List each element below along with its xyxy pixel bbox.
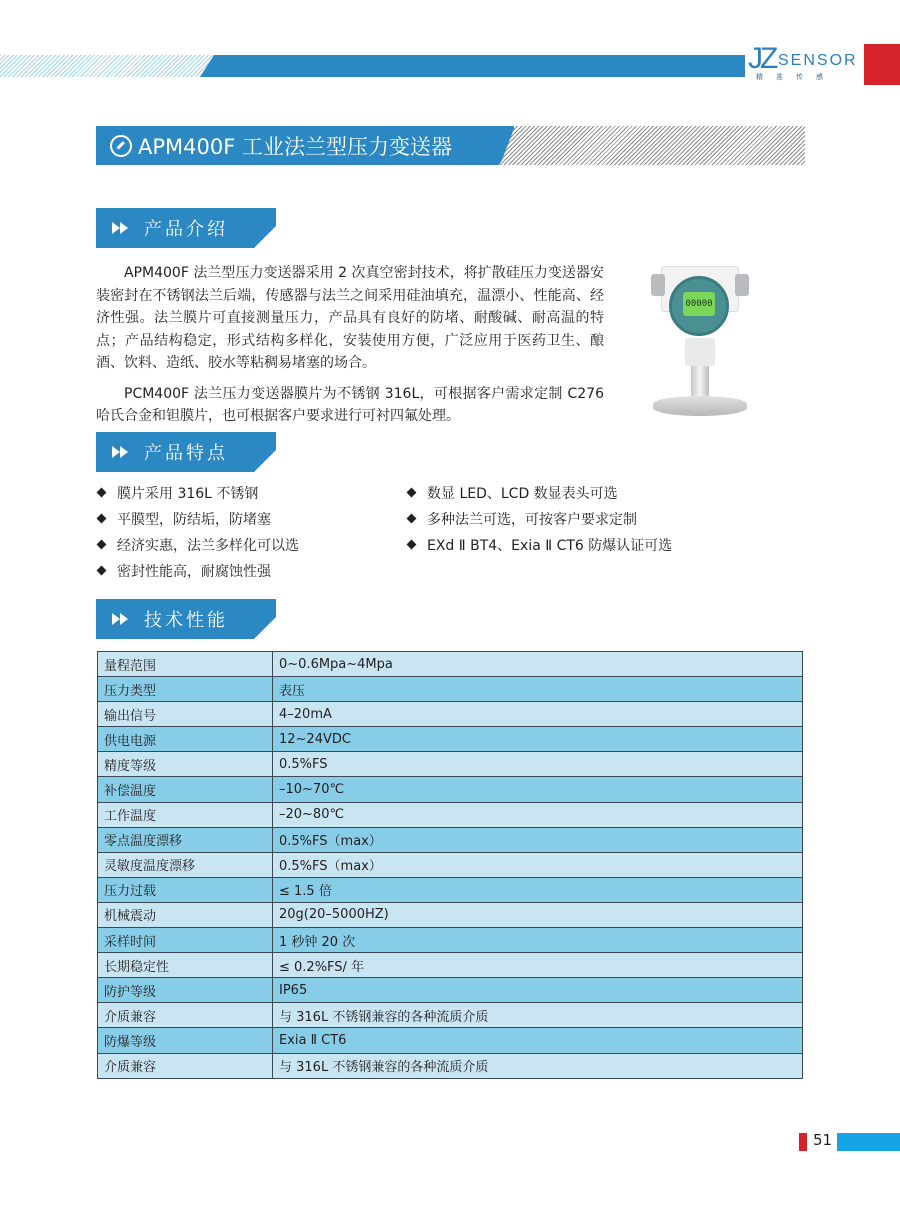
header-blue-bar — [200, 55, 745, 77]
table-row — [98, 827, 803, 852]
table-row — [98, 777, 803, 802]
page-number: 51 — [813, 1131, 833, 1149]
feature-item — [96, 559, 299, 585]
header-red-block — [864, 44, 900, 85]
feature-text: EXd Ⅱ BT4、Exia Ⅱ CT6 防爆认证可选 — [427, 538, 673, 554]
page-title — [110, 126, 452, 165]
spec-label: 介质兼容 — [98, 1003, 273, 1028]
feature-text: 平膜型，防结垢，防堵塞 — [117, 512, 271, 528]
table-row — [98, 652, 803, 677]
table-row — [98, 852, 803, 877]
title-hatch-decoration — [500, 126, 805, 165]
feature-text: 密封性能高，耐腐蚀性强 — [117, 564, 271, 580]
spec-value: IP65 — [273, 978, 803, 1003]
diamond-bullet-icon — [97, 488, 107, 498]
spec-value: 表压 — [273, 677, 803, 702]
spec-value: 与 316L 不锈钢兼容的各种流质介质 — [273, 1053, 803, 1078]
spec-value: 0~0.6Mpa~4Mpa — [273, 652, 803, 677]
section-header-specs — [112, 599, 228, 639]
lcd-display: 00000 — [683, 292, 715, 316]
flange — [653, 396, 747, 416]
feature-item — [406, 507, 672, 533]
product-image — [645, 262, 755, 422]
section-title: 产品介绍 — [144, 219, 228, 240]
logo-subtext: 精准传感 — [756, 73, 836, 81]
spec-label: 介质兼容 — [98, 1053, 273, 1078]
logo-mark: JZ — [748, 42, 776, 75]
table-row — [98, 928, 803, 953]
section-header-features — [112, 432, 228, 472]
spec-label: 补偿温度 — [98, 777, 273, 802]
diamond-bullet-icon — [407, 514, 417, 524]
spec-label: 灵敏度温度漂移 — [98, 852, 273, 877]
table-row — [98, 953, 803, 978]
logo-text: SENSOR — [778, 52, 858, 69]
table-row — [98, 978, 803, 1003]
features-right-list — [406, 481, 672, 559]
spec-label: 零点温度漂移 — [98, 827, 273, 852]
feature-text: 膜片采用 316L 不锈钢 — [117, 486, 259, 502]
spec-value: ≤ 1.5 倍 — [273, 877, 803, 902]
spec-label: 采样时间 — [98, 928, 273, 953]
spec-value: 1 秒钟 20 次 — [273, 928, 803, 953]
jz-sensor-logo — [748, 44, 858, 84]
double-chevron-icon — [112, 220, 132, 236]
table-row — [98, 727, 803, 752]
spec-label: 精度等级 — [98, 752, 273, 777]
spec-label: 压力类型 — [98, 677, 273, 702]
spec-value: 20g(20–5000HZ) — [273, 902, 803, 927]
spec-label: 防护等级 — [98, 978, 273, 1003]
table-row — [98, 752, 803, 777]
cable-gland-right — [735, 274, 749, 296]
spec-table — [97, 651, 803, 1079]
table-row — [98, 702, 803, 727]
spec-value: 0.5%FS（max） — [273, 852, 803, 877]
feature-item — [96, 507, 299, 533]
table-row — [98, 902, 803, 927]
spec-label: 工作温度 — [98, 802, 273, 827]
diamond-bullet-icon — [97, 514, 107, 524]
table-row — [98, 877, 803, 902]
spec-value: 4–20mA — [273, 702, 803, 727]
diamond-bullet-icon — [97, 540, 107, 550]
page-number-blue-bar — [837, 1133, 900, 1151]
table-row — [98, 802, 803, 827]
section-title: 产品特点 — [144, 443, 228, 464]
spec-value: 12~24VDC — [273, 727, 803, 752]
feature-item — [406, 481, 672, 507]
spec-value: Exia Ⅱ CT6 — [273, 1028, 803, 1053]
page-number-red-marker — [799, 1133, 807, 1151]
feature-item — [96, 533, 299, 559]
intro-paragraph-1: APM400F 法兰型压力变送器采用 2 次真空密封技术，将扩散硅压力变送器安装密封在不锈钢法兰后端，传感器与法兰之间采用硅油填充，温漂小、性能高、经济性强。法兰膜片可直接测量压力，产品具有良好的防堵、耐酸碱、耐高温的特点；产品结构稳定，形式结构多样化，安装使用方便，广泛应用于医药卫生、酿酒、饮料、造纸、胶水等粘稠易堵塞的场合。 — [96, 265, 604, 371]
spec-label: 压力过载 — [98, 877, 273, 902]
spec-value: –20~80℃ — [273, 802, 803, 827]
spec-label: 输出信号 — [98, 702, 273, 727]
gauge-icon — [110, 135, 132, 157]
diamond-bullet-icon — [97, 566, 107, 576]
spec-value: 0.5%FS — [273, 752, 803, 777]
feature-text: 经济实惠，法兰多样化可以选 — [117, 538, 299, 554]
intro-paragraph-2: PCM400F 法兰压力变送器膜片为不锈钢 316L，可根据客户需求定制 C276 哈氏合金和钽膜片，也可根据客户要求进行可衬四氟处理。 — [96, 385, 604, 424]
header-hatch-decoration — [0, 55, 215, 77]
cable-gland-left — [651, 274, 665, 296]
double-chevron-icon — [112, 444, 132, 460]
feature-text: 数显 LED、LCD 数显表头可选 — [427, 486, 618, 502]
spec-label: 机械震动 — [98, 902, 273, 927]
section-title: 技术性能 — [144, 610, 228, 631]
spec-value: 0.5%FS（max） — [273, 827, 803, 852]
diamond-bullet-icon — [407, 488, 417, 498]
feature-item — [406, 533, 672, 559]
spec-value: ≤ 0.2%FS/ 年 — [273, 953, 803, 978]
intro-text — [96, 262, 604, 428]
transmitter-neck — [685, 338, 715, 366]
spec-value: 与 316L 不锈钢兼容的各种流质介质 — [273, 1003, 803, 1028]
spec-label: 供电电源 — [98, 727, 273, 752]
feature-text: 多种法兰可选，可按客户要求定制 — [427, 512, 637, 528]
spec-value: –10~70℃ — [273, 777, 803, 802]
spec-label: 长期稳定性 — [98, 953, 273, 978]
table-row — [98, 1003, 803, 1028]
double-chevron-icon — [112, 611, 132, 627]
feature-item — [96, 481, 299, 507]
page-title-text: APM400F 工业法兰型压力变送器 — [138, 134, 452, 159]
table-row — [98, 677, 803, 702]
table-row — [98, 1028, 803, 1053]
spec-label: 防爆等级 — [98, 1028, 273, 1053]
table-row — [98, 1053, 803, 1078]
diamond-bullet-icon — [407, 540, 417, 550]
section-header-intro — [112, 208, 228, 248]
spec-label: 量程范围 — [98, 652, 273, 677]
features-left-list — [96, 481, 299, 585]
